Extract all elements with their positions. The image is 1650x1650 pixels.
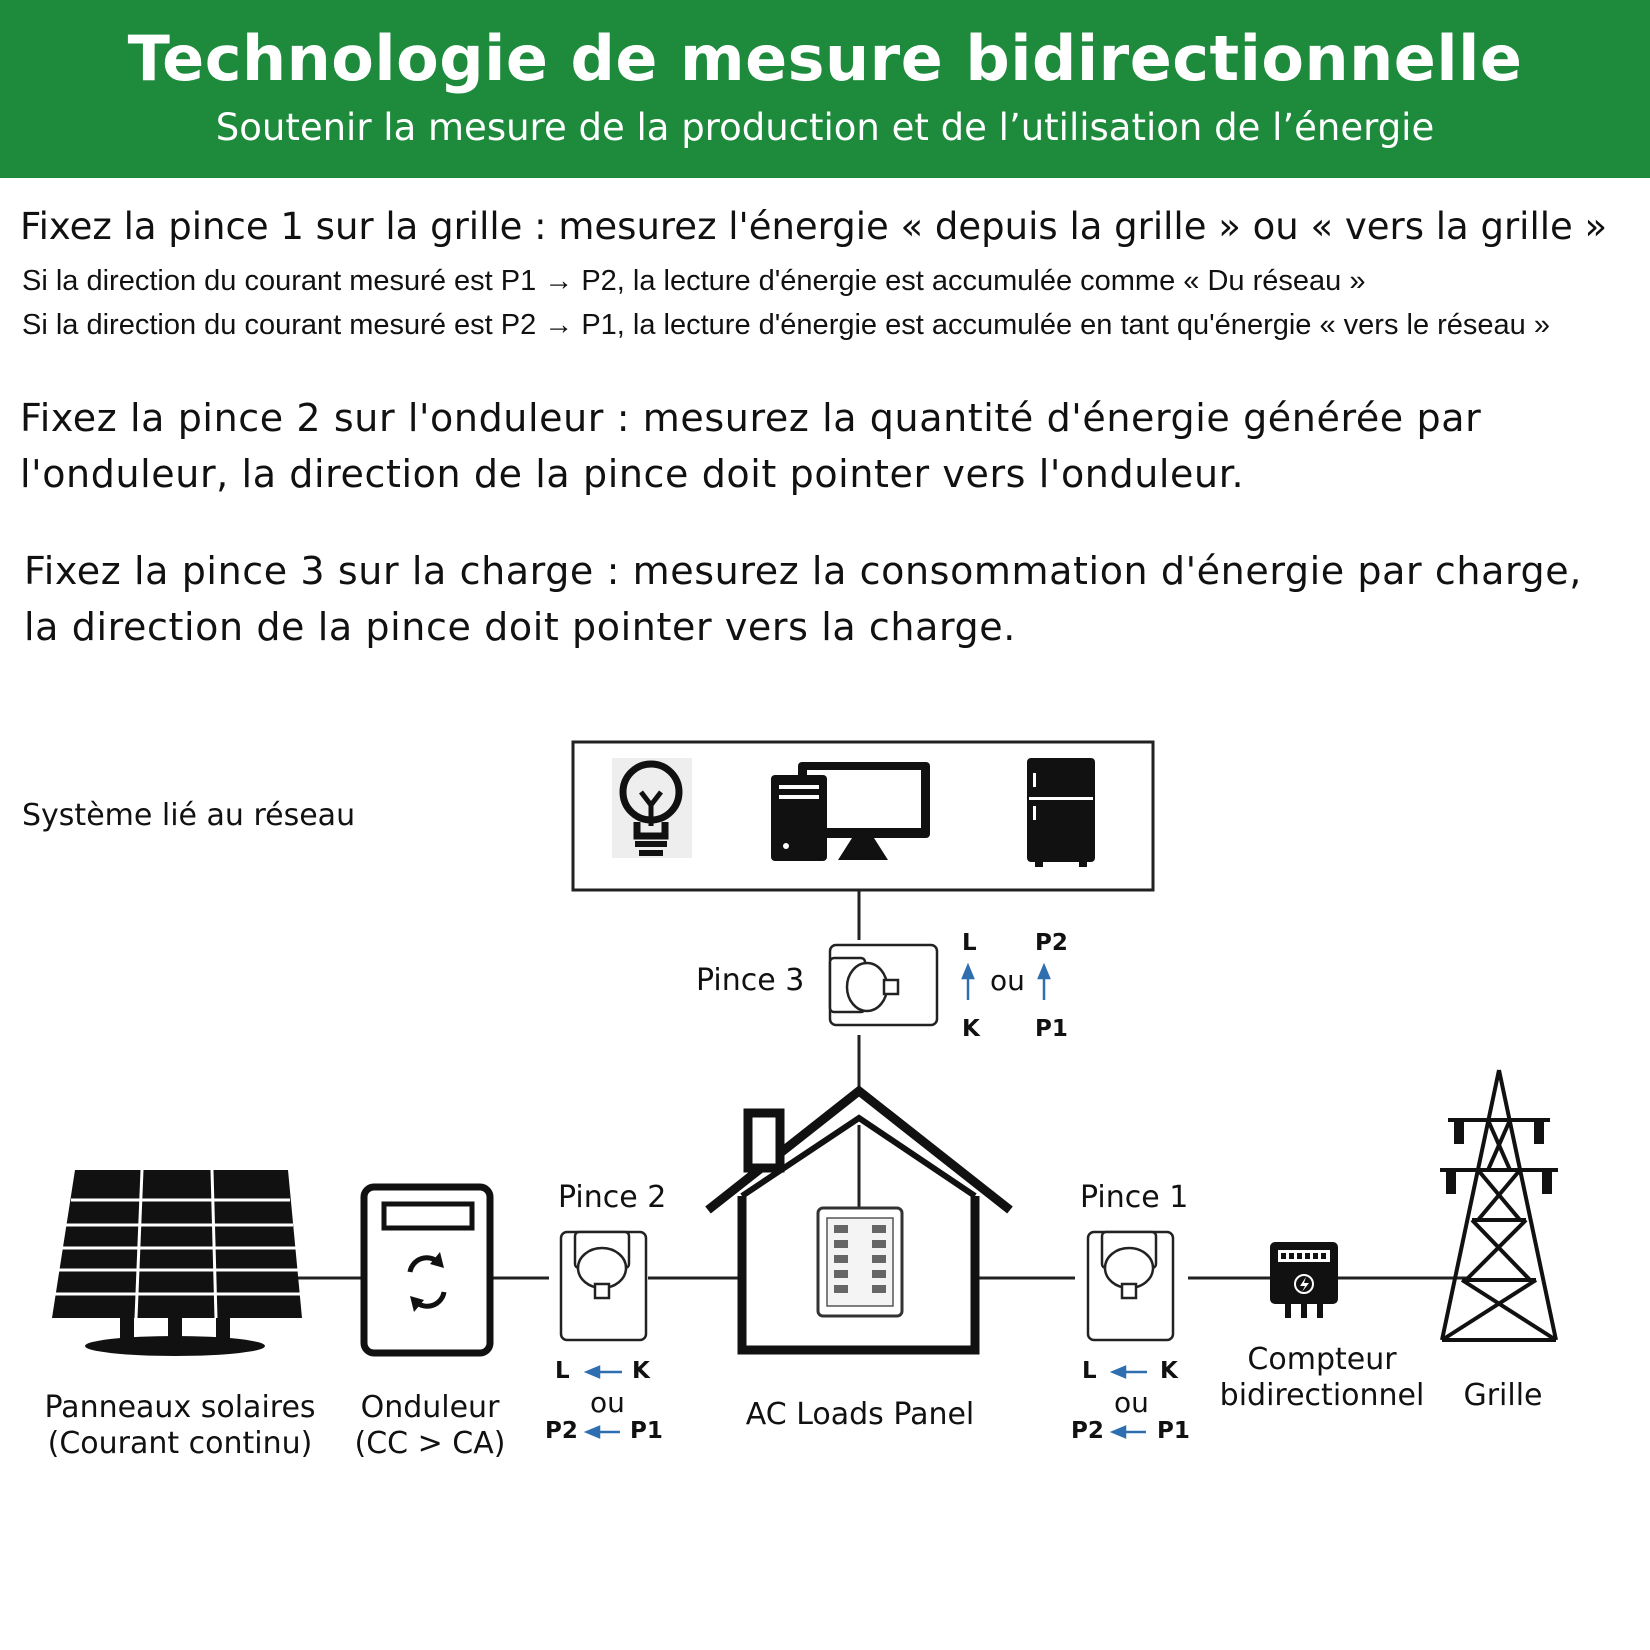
- clamp-2-K: K: [632, 1358, 650, 1384]
- lightbulb-icon: [612, 758, 692, 858]
- inverter-label-line-2: (CC > CA): [354, 1426, 506, 1461]
- inverter-graphic: [364, 1187, 490, 1353]
- fridge-icon: [1027, 758, 1095, 867]
- clamp3-line-1: Fixez la pince 3 sur la charge : mesurez la consommation d'énergie par charge,: [24, 549, 1582, 593]
- clamp-1-P2: P2: [1071, 1418, 1104, 1444]
- breaker-panel-graphic: [818, 1208, 902, 1316]
- clamp-3-label: Pince 3: [696, 963, 805, 998]
- inverter-label-line-1: Onduleur: [360, 1390, 500, 1425]
- solar-label-line-1: Panneaux solaires: [44, 1390, 316, 1425]
- meter-label-line-2: bidirectionnel: [1219, 1378, 1425, 1413]
- solar-label: [40, 1390, 320, 1462]
- clamp-3-or: ou: [990, 964, 1025, 997]
- loads-box: [573, 742, 1153, 890]
- clamp-1-graphic: [1088, 1232, 1173, 1340]
- panel-label: AC Loads Panel: [745, 1397, 975, 1432]
- clamp-1-L: L: [1082, 1358, 1097, 1384]
- clamp-2-or: ou: [590, 1386, 625, 1419]
- inverter-label: [340, 1390, 520, 1462]
- clamp-2-P2: P2: [545, 1418, 578, 1444]
- clamp3-line-2: la direction de la pince doit pointer vers la charge.: [24, 605, 1016, 649]
- clamp-3-graphic: [830, 945, 937, 1025]
- clamp2-line-1: Fixez la pince 2 sur l'onduleur : mesurez la quantité d'énergie générée par: [20, 396, 1482, 440]
- system-label: Système lié au réseau: [22, 798, 356, 833]
- clamp-3-P2: P2: [1035, 930, 1068, 956]
- page-title: Technologie de mesure bidirectionnelle: [127, 22, 1523, 95]
- clamp2-line-2: l'onduleur, la direction de la pince doit pointer vers l'onduleur.: [20, 452, 1245, 496]
- clamp-1-K: K: [1160, 1358, 1178, 1384]
- clamp-2-P1: P1: [630, 1418, 663, 1444]
- clamp-3-K: K: [962, 1016, 980, 1042]
- clamp1-note-2: Si la direction du courant mesuré est P2 → P1, la lecture d'énergie est accumulée en tant qu'énergie « vers le réseau »: [22, 309, 1550, 341]
- clamp-1-or: ou: [1114, 1386, 1149, 1419]
- clamp-2-label: Pince 2: [558, 1180, 667, 1215]
- page-subtitle: Soutenir la mesure de la production et de l’utilisation de l’énergie: [215, 106, 1435, 149]
- meter-label-line-1: Compteur: [1247, 1342, 1397, 1377]
- clamp-1-label: Pince 1: [1080, 1180, 1189, 1215]
- clamp-3-L: L: [962, 930, 977, 956]
- clamp1-note-1: Si la direction du courant mesuré est P1 → P2, la lecture d'énergie est accumulée comme « Du réseau »: [22, 265, 1366, 297]
- clamp1-heading: Fixez la pince 1 sur la grille : mesurez l'énergie « depuis la grille » ou « vers la grille »: [20, 205, 1608, 248]
- solar-label-line-2: (Courant continu): [47, 1426, 313, 1461]
- clamp-3-P1: P1: [1035, 1016, 1068, 1042]
- clamp-2-L: L: [555, 1358, 570, 1384]
- clamp-2-graphic: [561, 1232, 646, 1340]
- clamp-1-P1: P1: [1157, 1418, 1190, 1444]
- meter-label: [1212, 1342, 1432, 1414]
- meter-graphic: [1270, 1242, 1338, 1318]
- transmission-tower-graphic: [1440, 1070, 1558, 1340]
- solar-panel-graphic: [52, 1170, 302, 1356]
- grid-label: Grille: [1463, 1378, 1543, 1413]
